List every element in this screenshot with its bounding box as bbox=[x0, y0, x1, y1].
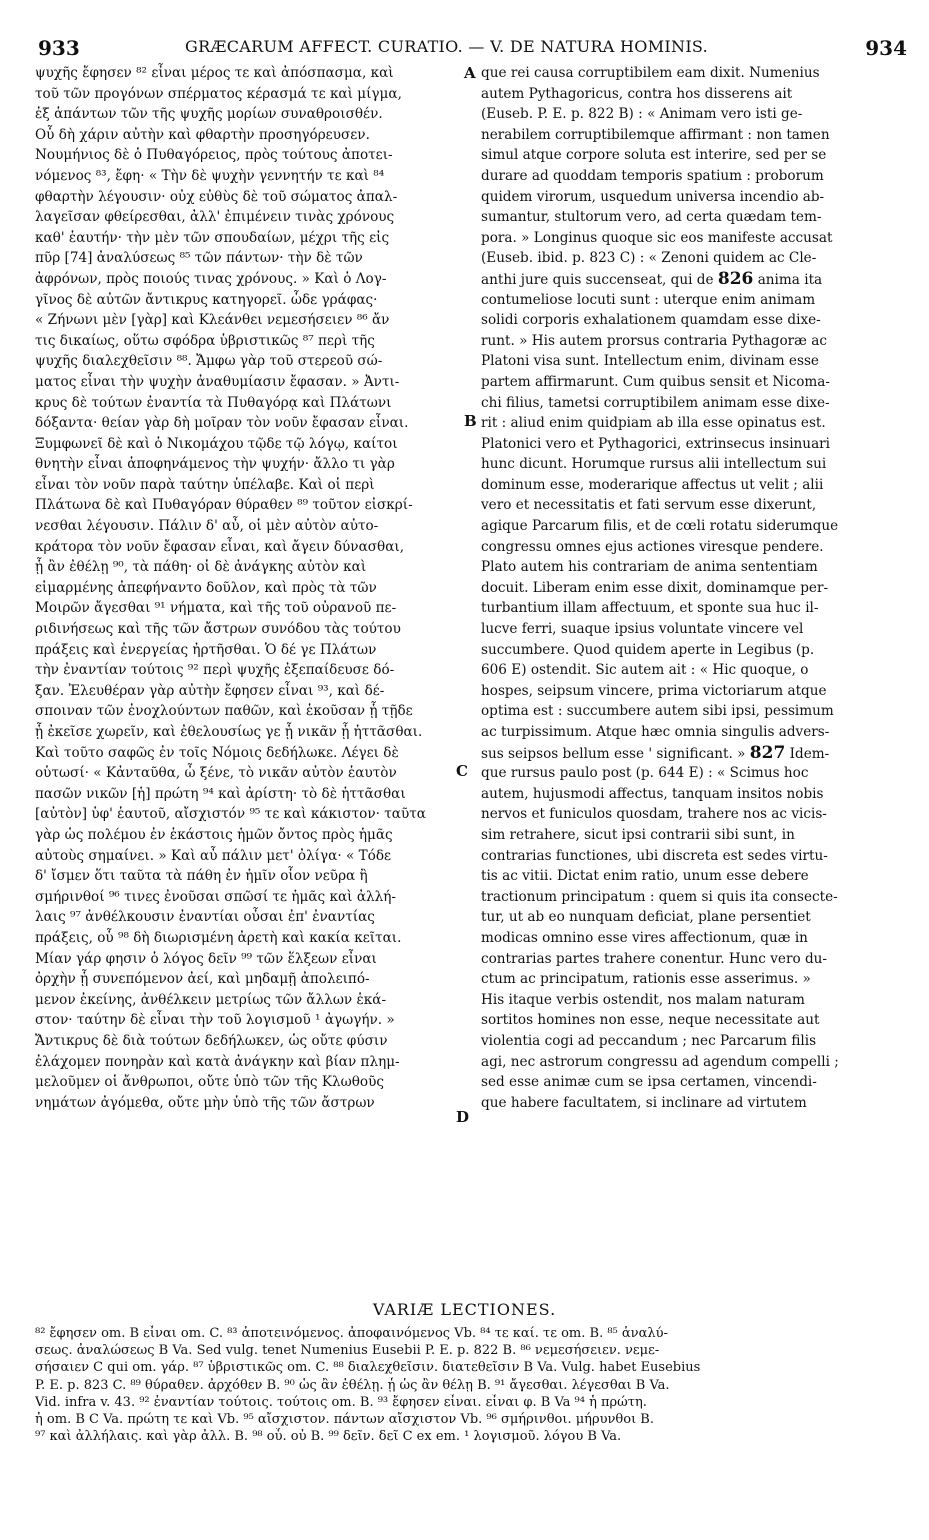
latin-text-line: partem affirmarunt. Cum quibus sensit et Nicoma- bbox=[481, 373, 831, 390]
latin-text-line: hunc dicunt. Horumque rursus alii intellectum sui bbox=[481, 456, 827, 473]
variae-lectiones-notes bbox=[35, 1325, 910, 1445]
latin-text-line: dominum esse, moderarique affectus ut velit ; alii bbox=[481, 476, 824, 493]
greek-text-line: τὴν ἐναντίαν τούτοις ⁹² περὶ ψυχῆς ἐξεπαίδευσε δό- bbox=[35, 662, 395, 679]
greek-text-line: τοῦ τῶν προγόνων σπέρματος κέρασμά τε καὶ μίγμα, bbox=[35, 85, 402, 102]
greek-text-line: λαις ⁹⁷ ἀνθέλκουσιν ἐναντίαι οὖσαι ἐπ' ἐναντίας bbox=[35, 909, 375, 926]
greek-text-line: πασῶν νικῶν [ἡ] πρώτη ⁹⁴ καὶ ἀρίστη· τὸ δὲ ἡττᾶσθαι bbox=[35, 785, 406, 802]
greek-text-line: πράξεις καὶ ἐνεργείας ἠρτῆσθαι. Ὁ δέ γε Πλάτων bbox=[35, 641, 377, 658]
greek-text-line: δόξαντα· θείαν γὰρ δὴ μοῖραν τὸν νοῦν ἔφασαν εἶναι. bbox=[35, 415, 409, 432]
variant-note-line: σεως. ἀναλώσεως B Va. Sed vulg. tenet Numenius Eusebii P. E. p. 822 B. ⁸⁶ νεμεσήσειεν. νεμε- bbox=[35, 1343, 660, 1359]
latin-text-line: ctum ac principatum, rationis esse asserimus. » bbox=[481, 971, 811, 988]
latin-text-line: agi, nec astrorum congressu ad agendum compelli ; bbox=[481, 1053, 839, 1070]
greek-text-line: νημάτων ἀγόμεθα, οὔτε μὴν ὑπὸ τῆς τῶν ἄστρων bbox=[35, 1094, 375, 1111]
greek-text-column bbox=[35, 63, 463, 1113]
greek-text-line: αὐτοὺς σημαίνει. » Καὶ αὖ πάλιν μετ' ὀλίγα· « Τόδε bbox=[35, 847, 392, 864]
latin-text-line: que rei causa corruptibilem eam dixit. Numenius bbox=[481, 65, 820, 81]
greek-text-line: Ἄντικρυς δὲ διὰ τούτων δεδήλωκεν, ὡς οὔτε φύσιν bbox=[35, 1032, 388, 1049]
running-header bbox=[0, 30, 929, 58]
greek-text-line: γῖνος δὲ αὐτῶν ἄντικρυς κατηγορεῖ. ὧδε γράφας· bbox=[35, 291, 378, 308]
latin-text-line: contrarias partes trahere conentur. Hunc vero du- bbox=[481, 950, 827, 967]
variae-lectiones-title: VARIÆ LECTIONES. bbox=[372, 1300, 557, 1319]
latin-text-line: sortitos homines non esse, neque necessitate aut bbox=[481, 1012, 820, 1029]
latin-text-line: lucve ferri, suaque ipsius voluntate vincere vel bbox=[481, 621, 804, 638]
latin-text-line: agique Parcarum filis, et de cœli rotatu siderumque bbox=[481, 518, 839, 535]
latin-text-line: chi filius, tametsi corruptibilem animam esse dixe- bbox=[481, 394, 830, 411]
latin-text-line: Platonici vero et Pythagorici, extrinsecus insinuari bbox=[481, 435, 831, 452]
latin-text-line: anthi jure quis succenseat, qui de 826 anima ita bbox=[481, 268, 823, 289]
section-marker-c: C bbox=[456, 762, 468, 780]
greek-text-line: στον· ταύτην δὲ εἶναι τὴν τοῦ λογισμοῦ ¹ ἀγωγήν. » bbox=[35, 1012, 395, 1029]
latin-text-line: vero et necessitatis et fati servum esse dixerunt, bbox=[481, 497, 817, 514]
variant-note-line: ⁹⁷ καὶ ἀλλήλαις. καὶ γὰρ ἀλλ. B. ⁹⁸ οὗ. οὐ B. ⁹⁹ δεῖν. δεῖ C ex em. ¹ λογισμοῦ. λόγου B Va. bbox=[35, 1429, 622, 1445]
greek-text-line: κράτορα τὸν νοῦν ἔφασαν εἶναι, καὶ ἄγειν δύνασθαι, bbox=[35, 538, 405, 555]
greek-text-line: οὑτωσί· « Κἀνταῦθα, ὦ ξένε, τὸ νικᾶν αὐτὸν ἑαυτὸν bbox=[35, 765, 397, 782]
greek-text-line: εἱμαρμένης ἀπεφήναντο δοῦλον, καὶ πρὸς τὰ τῶν bbox=[35, 579, 377, 596]
latin-text-line: Plato autem his contrariam de anima sententiam bbox=[481, 559, 818, 576]
greek-text-line: Οὗ δὴ χάριν αὐτὴν καὶ φθαρτὴν προσηγόρευσεν. bbox=[35, 126, 370, 143]
page-number-right: 934 bbox=[865, 36, 907, 60]
latin-text-line: sim retrahere, sicut ipsi contrarii sibi sunt, in bbox=[481, 826, 795, 843]
greek-text-line: τις δικαίως, οὕτω σφόδρα ὑβριστικῶς ⁸⁷ περὶ τῆς bbox=[35, 332, 375, 349]
greek-text-line: « Ζήνωνι μὲν [γὰρ] καὶ Κλεάνθει νεμεσήσειεν ⁸⁶ ἄν bbox=[35, 312, 390, 329]
greek-text-line: φθαρτὴν λέγουσιν· οὐχ εὐθὺς δὲ τοῦ σώματος ἀπαλ- bbox=[35, 188, 398, 205]
variant-note-line: ⁸² ἔφησεν om. B εἶναι om. C. ⁸³ ἀποτεινόμενος. ἀποφαινόμενος Vb. ⁸⁴ τε καί. τε om. B. ⁸⁵ ἀναλύ- bbox=[35, 1326, 668, 1341]
greek-text-line: γὰρ ὡς πολέμου ἐν ἑκάστοις ἡμῶν ὄντος πρὸς ἡμᾶς bbox=[35, 826, 393, 843]
latin-text-line: tur, ut ab eo nunquam deficiat, plane persentiet bbox=[481, 909, 811, 926]
latin-text-line: autem, hujusmodi affectus, tanquam insitos nobis bbox=[481, 785, 824, 802]
latin-text-line: que habere facultatem, si inclinare ad virtutem bbox=[481, 1094, 807, 1111]
greek-text-line: μενον ἐκείνης, ἀνθέλκειν μετρίως τῶν ἄλλων ἑκά- bbox=[35, 991, 387, 1008]
variant-note-line: P. E. p. 823 C. ⁸⁹ θύραθεν. ἀρχόθεν B. ⁹⁰ ὡς ἂν ἐθέλῃ. ᾗ ὡς ἂν θέλῃ B. ⁹¹ ἄγεσθαι. λέγεσθαι B Va. bbox=[35, 1377, 670, 1393]
greek-text-line: ᾗ ἂν ἐθέλῃ ⁹⁰, τὰ πάθη· οἱ δὲ ἀνάγκης αὐτὸν καὶ bbox=[35, 559, 367, 576]
variant-note-line: σήσαιεν C qui om. γάρ. ⁸⁷ ὑβριστικῶς om. C. ⁸⁸ διαλεχθεῖσιν. διατεθεῖσιν B Va. Vulg. habet Eusebius bbox=[35, 1360, 701, 1376]
latin-text-line: hospes, seipsum vincere, prima victoriarum atque bbox=[481, 682, 827, 699]
greek-text-line: σμήρινθοί ⁹⁶ τινες ἐνοῦσαι σπῶσί τε ἡμᾶς καὶ ἀλλή- bbox=[35, 888, 396, 905]
latin-text-line: contrarias functiones, ubi discreta est sedes virtu- bbox=[481, 847, 828, 864]
latin-text-line: docuit. Liberam enim esse dixit, dominamque per- bbox=[481, 579, 829, 596]
greek-text-line: θνητὴν εἶναι ἀποφηνάμενος τὴν ψυχήν· ἄλλο τι γὰρ bbox=[35, 456, 395, 473]
latin-text-line: sumantur, stultorum vero, ad certa quædam tem- bbox=[481, 209, 822, 226]
latin-text-line: Platoni visa sunt. Intellectum enim, divinam esse bbox=[481, 353, 819, 370]
running-title: GRÆCARUM AFFECT. CURATIO. — V. DE NATURA HOMINIS. bbox=[185, 37, 709, 56]
greek-text-line: Πλάτωνα δὲ καὶ Πυθαγόραν θύραθεν ⁸⁹ τοῦτον εἰσκρί- bbox=[35, 497, 413, 514]
latin-text-line: sed esse animæ cum se ipsa certamen, vincendi- bbox=[481, 1074, 817, 1091]
latin-text-line: runt. » His autem prorsus contraria Pythagoræ ac bbox=[481, 332, 827, 349]
greek-text-line: εἶναι τὸν νοῦν παρὰ ταύτην ὑπέλαβε. Καὶ οἱ περὶ bbox=[35, 476, 375, 493]
latin-text-line: rit : aliud enim quidpiam ab illa esse opinatus est. bbox=[481, 415, 826, 432]
latin-text-line: ac turpissimum. Atque hæc omnia singulis advers- bbox=[481, 724, 830, 740]
greek-text-line: ἐλάχομεν πονηρὰν καὶ κατὰ ἀνάγκην καὶ βίαν πλημ- bbox=[35, 1053, 400, 1070]
greek-text-line: νεσθαι λέγουσιν. Πάλιν δ' αὖ, οἱ μὲν αὐτὸν αὐτο- bbox=[35, 518, 379, 535]
greek-text-line: ἐξ ἁπάντων τῶν τῆς ψυχῆς μορίων συναθροισθέν. bbox=[35, 106, 383, 123]
greek-text-line: μελοῦμεν οἱ ἄνθρωποι, οὔτε ὑπὸ τῶν τῆς Κλωθοῦς bbox=[35, 1074, 384, 1091]
greek-text-line: νόμενος ⁸³, ἔφη· « Τὴν δὲ ψυχὴν γεννητήν τε καὶ ⁸⁴ bbox=[35, 167, 385, 184]
greek-text-line: Μοιρῶν ἄγεσθαι ⁹¹ νήματα, καὶ τῆς τοῦ οὐρανοῦ πε- bbox=[35, 600, 397, 617]
latin-text-line: que rursus paulo post (p. 644 E) : « Scimus hoc bbox=[481, 765, 809, 782]
greek-text-line: Καὶ τοῦτο σαφῶς ἐν τοῖς Νόμοις δεδήλωκε. Λέγει δὲ bbox=[35, 744, 399, 761]
latin-text-line: modicas omnino esse vires affectionum, quæ in bbox=[481, 929, 808, 946]
greek-text-line: ψυχῆς ἔφησεν ⁸² εἶναι μέρος τε καὶ ἀπόσπασμα, καὶ bbox=[35, 65, 394, 81]
greek-text-line: ἀφρόνων, πρὸς ποιούς τινας χρόνους. » Καὶ ὁ Λογ- bbox=[35, 270, 387, 287]
inline-page-number: 827 bbox=[749, 742, 786, 763]
latin-text-line: simul atque corpore soluta est interire, sed per se bbox=[481, 147, 827, 164]
latin-text-line: contumeliose locuti sunt : uterque enim animam bbox=[481, 291, 816, 308]
latin-text-line: nerabilem corruptibilemque affirmant : non tamen bbox=[481, 126, 830, 143]
greek-text-line: ριδινήσεως καὶ τῆς τῶν ἄστρων συνόδου τὰς τούτου bbox=[35, 621, 401, 638]
latin-text-line: (Euseb. P. E. p. 822 B) : « Animam vero isti ge- bbox=[481, 106, 803, 123]
latin-text-line: optima est : succumbere autem sibi ipsi, pessimum bbox=[481, 703, 834, 720]
greek-text-line: ᾗ ἐκεῖσε χωρεῖν, καὶ ἐθελουσίως γε ᾗ νικᾶν ᾗ ἡττᾶσθαι. bbox=[35, 724, 423, 740]
latin-text-line: nervos et funiculos quosdam, trahere nos ac vicis- bbox=[481, 806, 827, 823]
greek-text-line: κρυς δὲ τούτων ἐναντία τὰ Πυθαγόρᾳ καὶ Πλάτωνι bbox=[35, 394, 392, 411]
greek-text-line: Μίαν γάρ φησιν ὁ λόγος δεῖν ⁹⁹ τῶν ἕλξεων εἶναι bbox=[35, 950, 377, 967]
greek-text-line: [αὐτὸν] ὑφ' ἑαυτοῦ, αἴσχιστόν ⁹⁵ τε καὶ κάκιστον· ταῦτα bbox=[35, 806, 426, 823]
latin-text-line: 606 E) ostendit. Sic autem ait : « Hic quoque, o bbox=[481, 662, 809, 679]
page-number-left: 933 bbox=[38, 36, 80, 60]
variant-note-line: Vid. infra v. 43. ⁹² ἐναντίαν τούτοις. τούτοις om. B. ⁹³ ἔφησεν εἶναι. εἶναι φ. B Va ⁹⁴ ἡ πρώτη. bbox=[35, 1394, 647, 1410]
greek-text-line: πράξεις, οὗ ⁹⁸ δὴ διωρισμένη ἀρετὴ καὶ κακία κεῖται. bbox=[35, 929, 402, 946]
variant-note-line: ἡ om. B C Va. πρώτη τε καὶ Vb. ⁹⁵ αἴσχιστον. πάντων αἴσχιστον Vb. ⁹⁶ σμήρινθοι. μήρυνθοι B. bbox=[35, 1412, 654, 1428]
latin-text-line: tractionum principatum : quem si quis ita consecte- bbox=[481, 888, 838, 905]
greek-text-line: ματος εἶναι τὴν ψυχὴν ἀναθυμίασιν ἔφασαν. » Ἀντι- bbox=[35, 373, 400, 390]
latin-text-column bbox=[481, 63, 909, 1113]
greek-text-line: Ξυμφωνεῖ δὲ καὶ ὁ Νικομάχου τῷδε τῷ λόγῳ, καίτοι bbox=[35, 435, 398, 452]
latin-text-line: solidi corporis exhalationem quamdam esse dixe- bbox=[481, 312, 821, 329]
latin-text-line: congressu omnes ejus actiones viresque pendere. bbox=[481, 538, 824, 555]
greek-text-line: δ' ἴσμεν ὅτι ταῦτα τὰ πάθη ἐν ἡμῖν οἷον νεῦρα ἢ bbox=[35, 868, 368, 885]
latin-text-line: turbantium illam affectuum, et sponte sua huc il- bbox=[481, 600, 819, 617]
greek-text-line: λαγεῖσαν φθείρεσθαι, ἀλλ' ἐπιμένειν τινὰς χρόνους bbox=[35, 209, 395, 226]
latin-text-line: (Euseb. ibid. p. 823 C) : « Zenoni quidem ac Cle- bbox=[481, 250, 817, 267]
latin-text-line: sus seipsos bellum esse ' significant. » 827 Idem- bbox=[481, 742, 830, 763]
greek-text-line: καθ' ἑαυτήν· τὴν μὲν τῶν σπουδαίων, μέχρι τῆς εἰς bbox=[35, 229, 390, 246]
greek-text-line: ξαν. Ἐλευθέραν γὰρ αὐτὴν ἔφησεν εἶναι ⁹³, καὶ δέ- bbox=[35, 682, 385, 699]
latin-text-line: pora. » Longinus quoque sic eos manifeste accusat bbox=[481, 229, 833, 246]
latin-text-line: succumbere. Quod quidem aperte in Legibus (p. bbox=[481, 641, 815, 658]
section-marker-a: A bbox=[464, 64, 476, 82]
latin-text-line: tis ac vitii. Dictat enim ratio, unum esse debere bbox=[481, 868, 809, 885]
latin-text-line: quidem virorum, usquedum universa incendio ab- bbox=[481, 188, 825, 205]
greek-text-line: ψυχῆς διαλεχθεῖσιν ⁸⁸. Ἄμφω γὰρ τοῦ στερεοῦ σώ- bbox=[35, 353, 383, 370]
latin-text-line: His itaque verbis ostendit, nos malam naturam bbox=[481, 991, 805, 1008]
latin-text-line: autem Pythagoricus, contra hos disserens ait bbox=[481, 85, 793, 102]
greek-text-line: Νουμήνιος δὲ ὁ Πυθαγόρειος, πρὸς τούτους ἀποτει- bbox=[35, 147, 393, 164]
section-marker-b: B bbox=[464, 412, 477, 430]
greek-text-line: σποιναν τῶν ἐνοχλούντων παθῶν, καὶ ἑκοῦσαν ᾗ τῇδε bbox=[35, 703, 413, 720]
greek-text-line: πῦρ [74] ἀναλύσεως ⁸⁵ τῶν πάντων· τὴν δὲ τῶν bbox=[35, 250, 363, 267]
latin-text-line: violentia cogi ad peccandum ; nec Parcarum filis bbox=[481, 1032, 817, 1049]
greek-text-line: ὀρχὴν ᾗ συνεπόμενον ἀεί, καὶ μηδαμῇ ἀπολειπό- bbox=[35, 971, 370, 988]
section-marker-d: D bbox=[456, 1108, 470, 1126]
latin-text-line: durare ad quoddam temporis spatium : proborum bbox=[481, 167, 824, 184]
inline-page-number: 826 bbox=[717, 268, 754, 289]
